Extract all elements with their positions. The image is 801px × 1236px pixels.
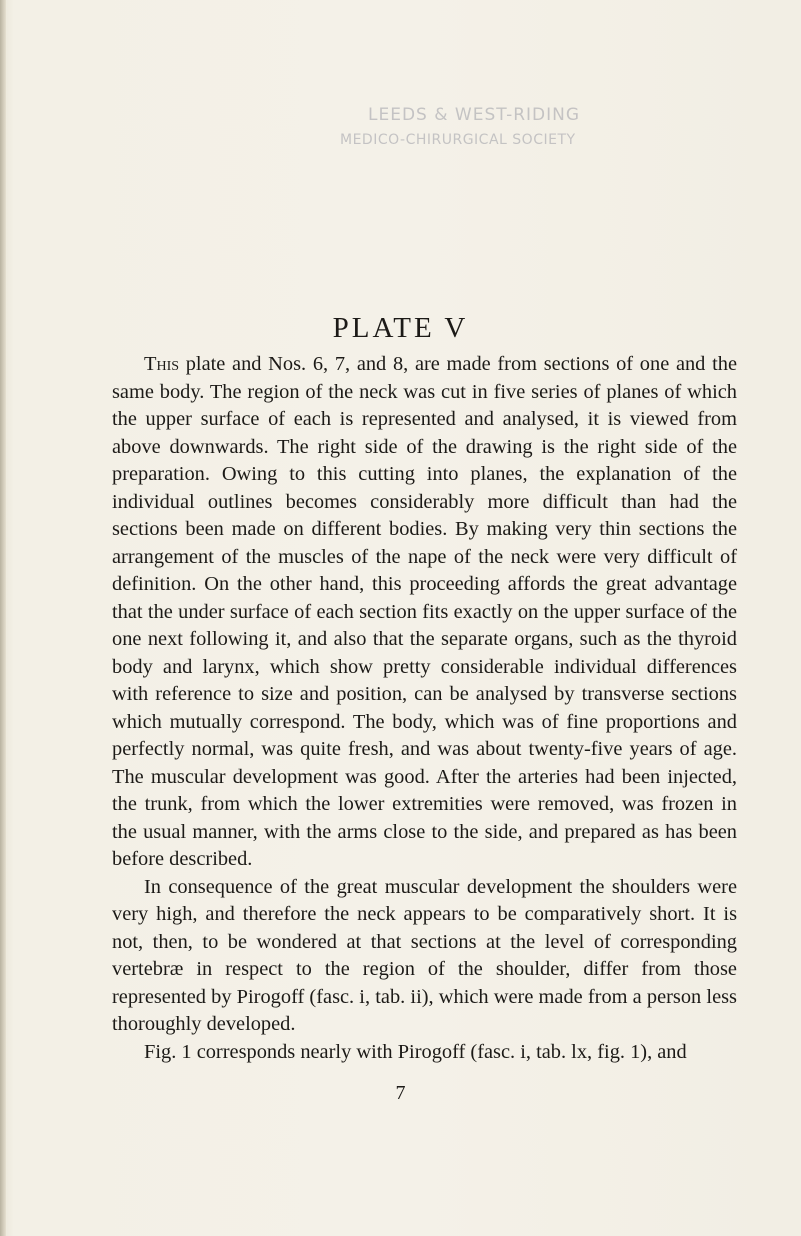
paragraph-1 (112, 351, 737, 874)
paragraph-1-lead: This (144, 353, 180, 375)
paragraph-2 (112, 874, 737, 1039)
page-title: PLATE V (332, 312, 469, 344)
page-edge (0, 0, 6, 1236)
paragraph-3-text: Fig. 1 corresponds nearly with Pirogoff (fasc. i, tab. lx, fig. 1), and (144, 1040, 687, 1063)
paragraph-2-text: In consequence of the great muscular development the shoulders were very high, and therefore the neck appears to be comparatively short. It is not, then, to be wondered at that sections at the level of corresponding vertebræ in respect to the region of the shoulder, differ from those represented by Pirogoff (fasc. i, tab. ii), which were made from a person less thoroughly developed. (112, 875, 737, 1035)
library-stamp (340, 105, 640, 165)
paragraph-1-text: plate and Nos. 6, 7, and 8, are made from sections of one and the same body. The region of the neck was cut in five series of planes of which the upper surface of each is represented and analysed, it is viewed from above downwards. The right side of the drawing is the right side of the preparation. Owing to this cutting into planes, the explanation of the individual outlines becomes considerably more difficult than had the sections been made on different bodies. By making very thin sections the arrangement of the muscles of the nape of the neck were very difficult of definition. On the other hand, this proceeding affords the great advantage that the under surface of each section fits exactly on the upper surface of the one next following it, and also that the separate organs, such as the thyroid body and larynx, which show pretty considerable individual differences with reference to size and position, can be analysed by transverse sections which mutually correspond. The body, which was of fine proportions and perfectly normal, was quite fresh, and was about twenty-five years of age. The muscular development was good. After the arteries had been injected, the trunk, from which the lower extremities were removed, was frozen in the usual manner, with the arms close to the side, and prepared as has been before described. (112, 353, 737, 870)
page-number: 7 (395, 1082, 406, 1104)
stamp-line-1: LEEDS & WEST-RIDING (368, 105, 581, 125)
paragraph-3 (112, 1039, 737, 1067)
body-text (112, 351, 737, 1066)
stamp-line-2: MEDICO-CHIRURGICAL SOCIETY (340, 132, 576, 148)
